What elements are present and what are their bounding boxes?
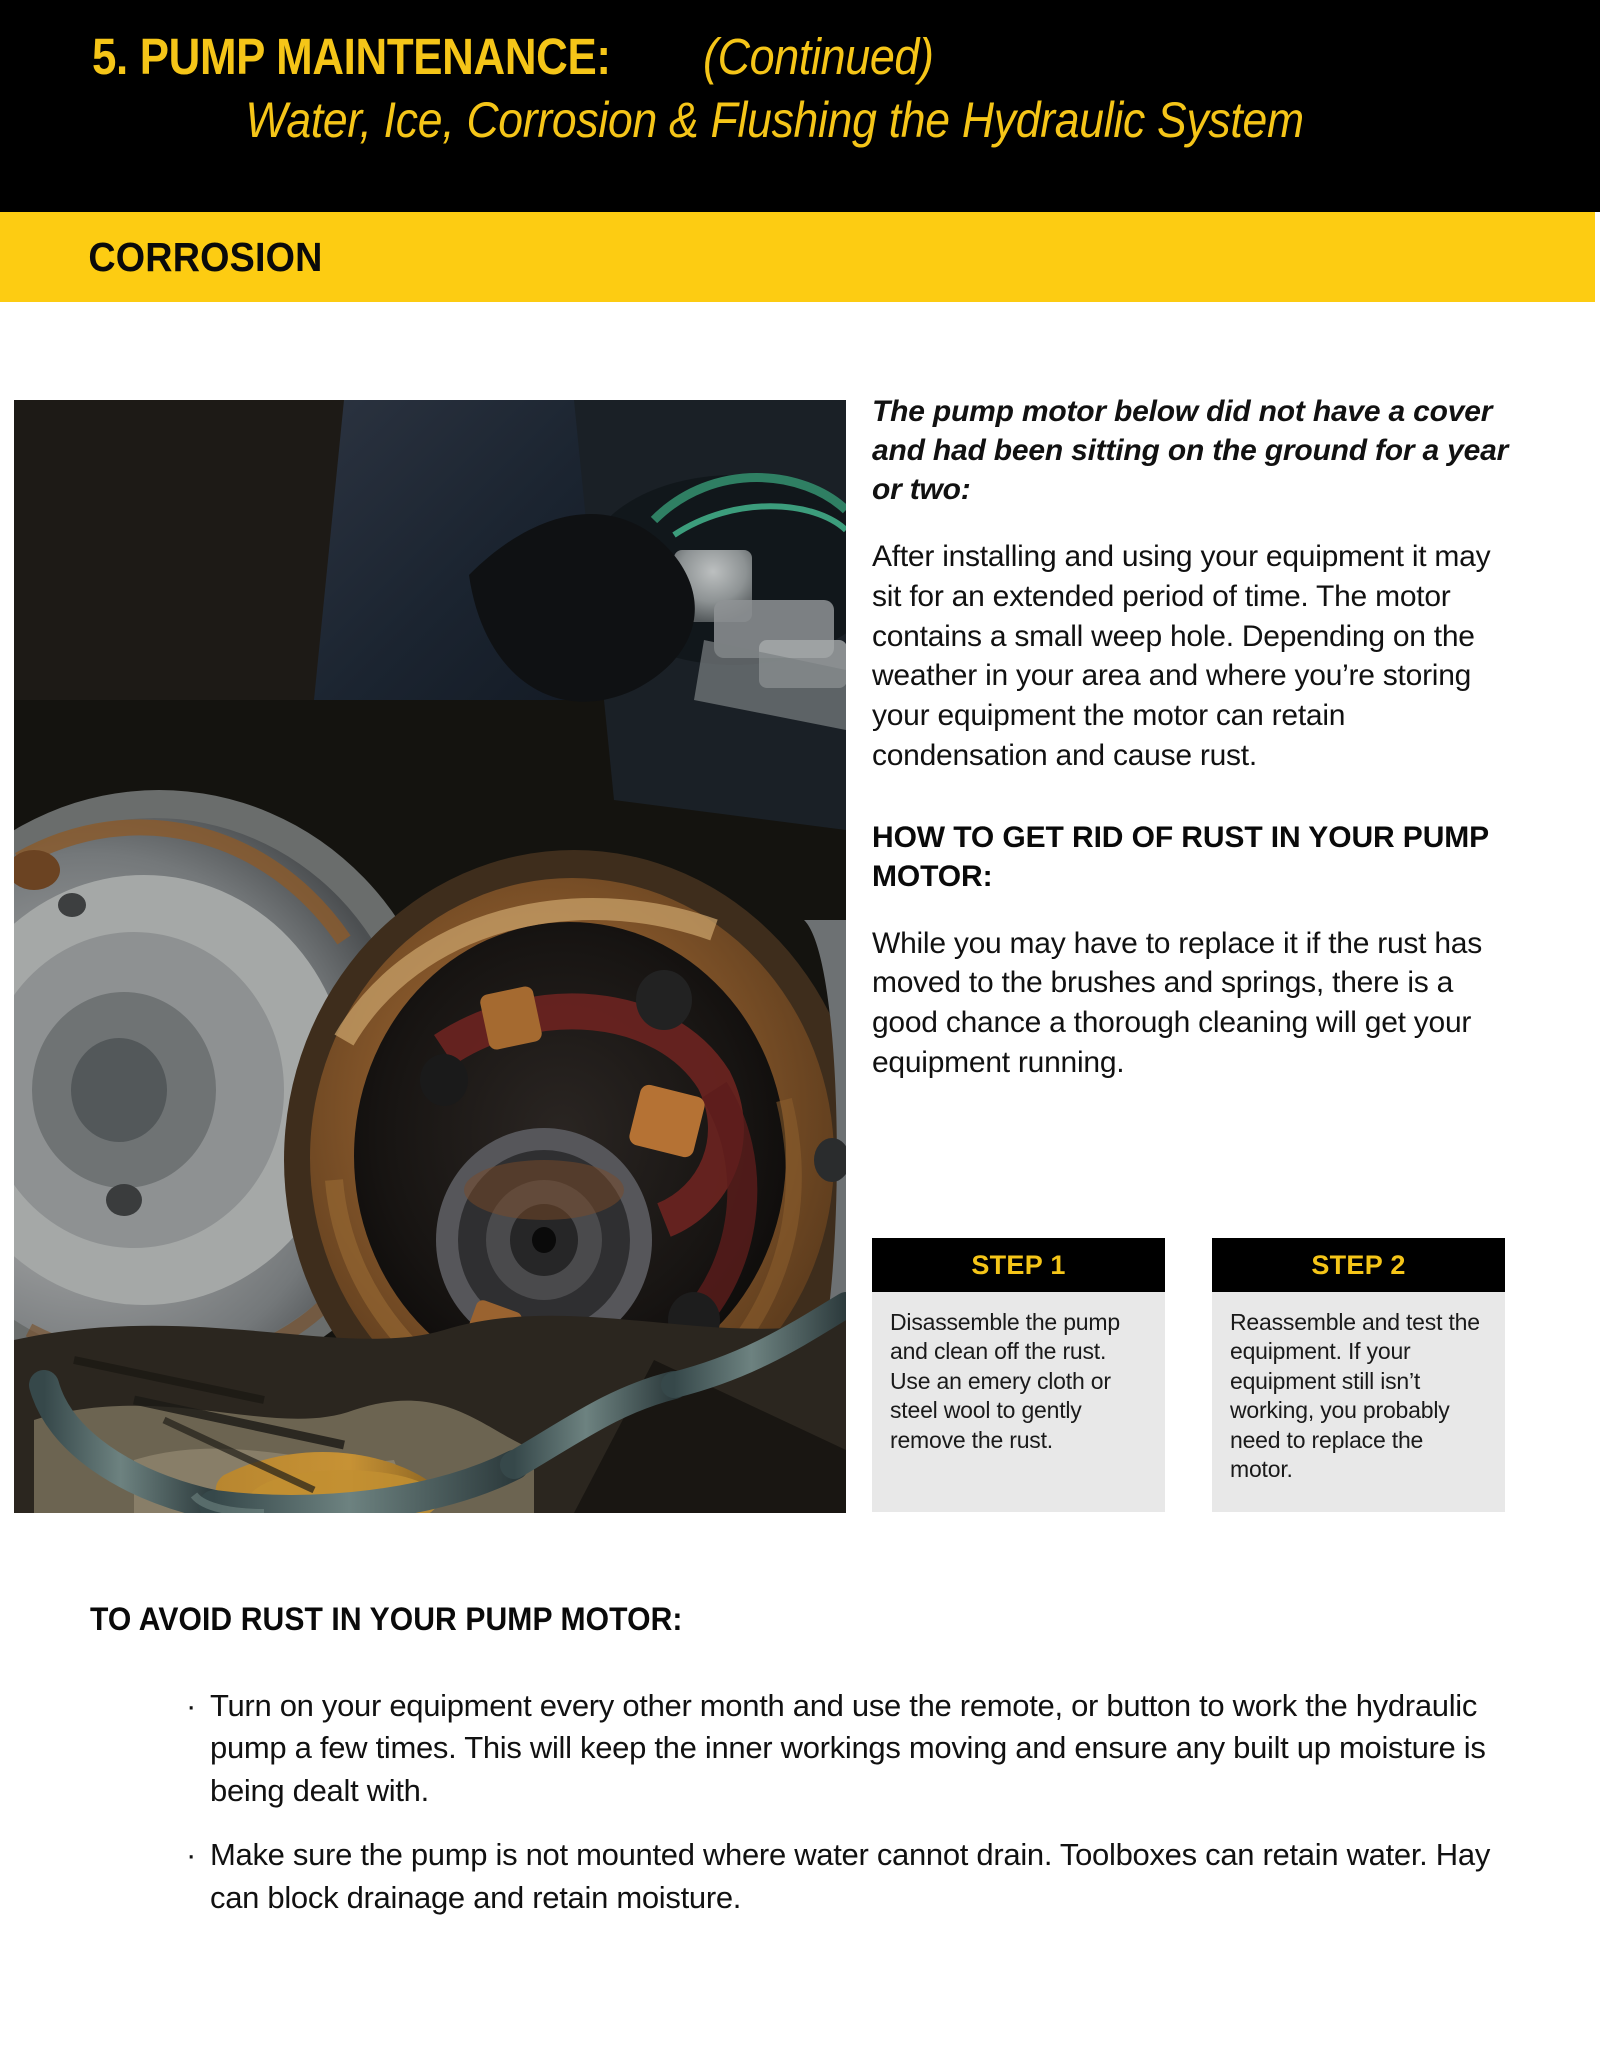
bullet-glyph-icon: · [186, 1688, 197, 1723]
step-2-label: STEP 2 [1311, 1249, 1406, 1280]
list-item [186, 1685, 1516, 1812]
avoid-item-text-2: Make sure the pump is not mounted where water cannot drain. Toolboxes can retain water. Hay can block drainage and retain moisture. [210, 1837, 1491, 1915]
list-item [186, 1834, 1516, 1919]
to-avoid-rust-heading: TO AVOID RUST IN YOUR PUMP MOTOR: [90, 1601, 683, 1637]
section-bar-label: CORROSION [88, 233, 323, 280]
page-title-line-1 [0, 28, 1600, 85]
body-paragraph-1: After installing and using your equipment it may sit for an extended period of time. The motor contains a small weep hole. Depending on the weather in your area and where you’re storing your equipment the motor can retain condensation and cause rust. [872, 540, 1491, 772]
step-2-header [1212, 1238, 1505, 1292]
step-card-2 [1212, 1238, 1505, 1512]
avoid-item-text-1: Turn on your equipment every other month and use the remote, or button to work the hydraulic pump a few times. This will keep the inner workings moving and ensure any built up moisture is being dealt with. [210, 1688, 1486, 1808]
lead-paragraph: The pump motor below did not have a cover and had been sitting on the ground for a year or two: [872, 395, 1509, 506]
step-2-body: Reassemble and test the equipment. If your equipment still isn’t working, you probably need to replace the motor. [1212, 1292, 1505, 1512]
page-subtitle [0, 85, 1600, 150]
page-header [0, 0, 1600, 212]
step-1-header [872, 1238, 1165, 1292]
bullet-glyph-icon: · [186, 1837, 197, 1873]
page-title-continued: (Continued) [702, 28, 934, 85]
photo-illustration [14, 400, 846, 1513]
step-1-label: STEP 1 [971, 1249, 1066, 1280]
how-to-get-rid-of-rust-heading: HOW TO GET RID OF RUST IN YOUR PUMP MOTOR: [872, 820, 1489, 893]
pump-motor-corrosion-photo [14, 400, 846, 1513]
section-bar-corrosion [0, 212, 1595, 302]
page-subtitle-text: Water, Ice, Corrosion & Flushing the Hydraulic System [245, 92, 1305, 149]
steps-container [872, 1238, 1506, 1512]
page-title-main: 5. PUMP MAINTENANCE: [92, 28, 611, 85]
right-text-column [872, 392, 1512, 1083]
avoid-rust-bullet-list [186, 1685, 1516, 1941]
step-card-1 [872, 1238, 1165, 1512]
step-1-body: Disassemble the pump and clean off the rust. Use an emery cloth or steel wool to gently remove the rust. [872, 1292, 1165, 1512]
body-paragraph-2: While you may have to replace it if the rust has moved to the brushes and springs, there is a good chance a thorough cleaning will get your equipment running. [872, 926, 1482, 1079]
